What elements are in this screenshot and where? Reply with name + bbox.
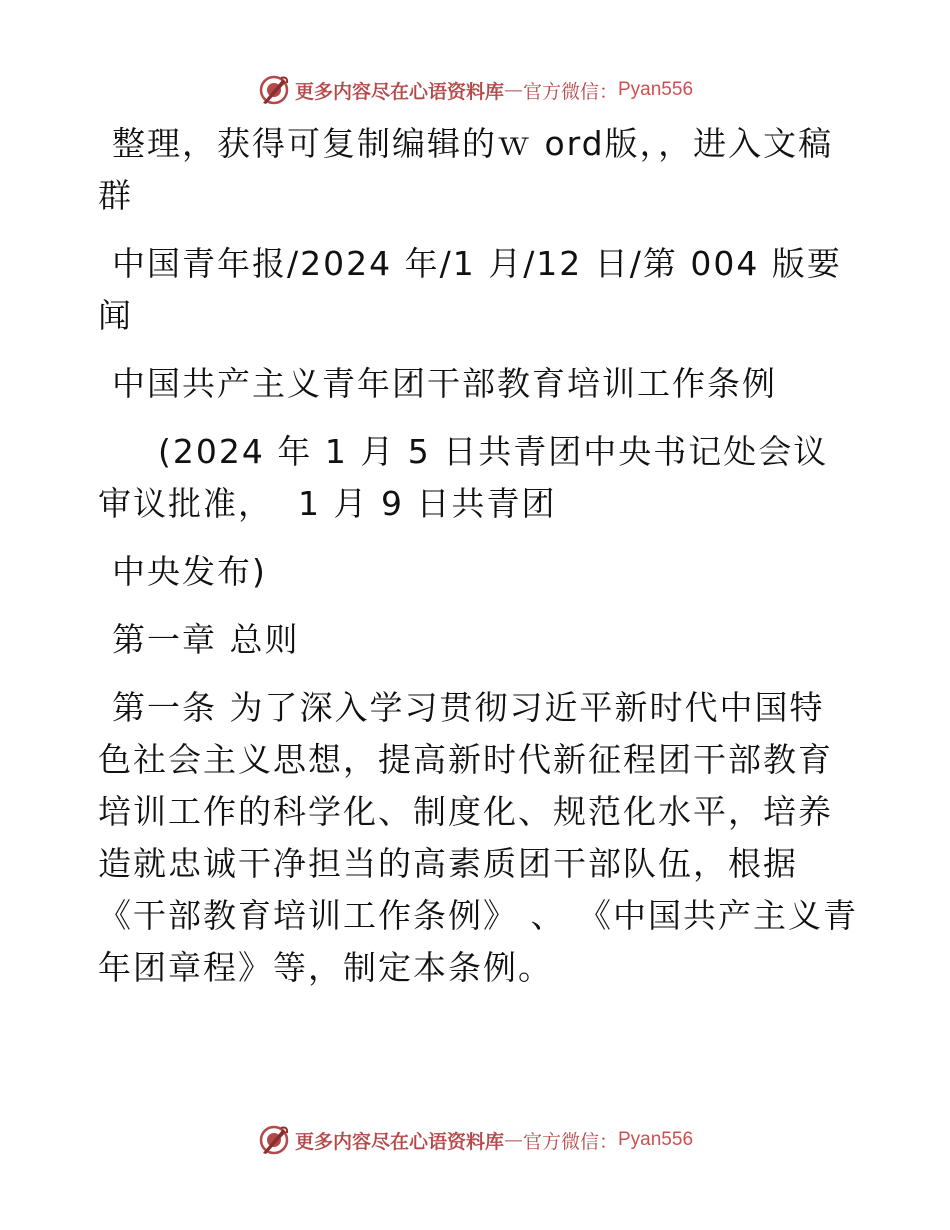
- watermark-wechat-id: Pyan556: [618, 1129, 694, 1150]
- watermark-main-text: 更多内容尽在心语资料库: [294, 1130, 504, 1153]
- article-1: 第一条 为了深入学习贯彻习近平新时代中国特色社会主义思想，提高新时代新征程团干部教育培训工作的科学化、制度化、规范化水平，培养造就忠诚干净担当的高素质团干部队伍，根据《干部教育培训工作条例》 、 《中国共产主义青年团章程》等，制定本条例。: [98, 688, 858, 987]
- header-watermark: [0, 72, 950, 108]
- intro-paragraph: 整理，获得可复制编辑的ｗ ord版，，进入文稿群: [98, 124, 834, 215]
- watermark-main-text: 更多内容尽在心语资料库: [294, 80, 504, 103]
- watermark-dash: —: [503, 79, 523, 101]
- watermark-wechat-label: 官方微信：: [522, 1130, 618, 1153]
- watermark-wechat-label: 官方微信：: [522, 80, 618, 103]
- watermark-dash: —: [503, 1129, 523, 1151]
- approval-note-continued: 中央发布): [112, 552, 267, 591]
- quill-logo-icon: [257, 1123, 291, 1157]
- document-body: [98, 118, 858, 1010]
- quill-logo-icon: [257, 73, 291, 107]
- footer-watermark: [0, 1122, 950, 1158]
- approval-note: (2024 年 1 月 5 日共青团中央书记处会议审议批准， 1 月 9 日共青团: [98, 432, 829, 523]
- watermark-wechat-id: Pyan556: [618, 79, 694, 100]
- source-line: 中国青年报/2024 年/1 月/12 日/第 004 版要闻: [98, 244, 842, 335]
- chapter-heading: 第一章 总则: [112, 620, 300, 659]
- document-title: 中国共产主义青年团干部教育培训工作条例: [112, 364, 777, 403]
